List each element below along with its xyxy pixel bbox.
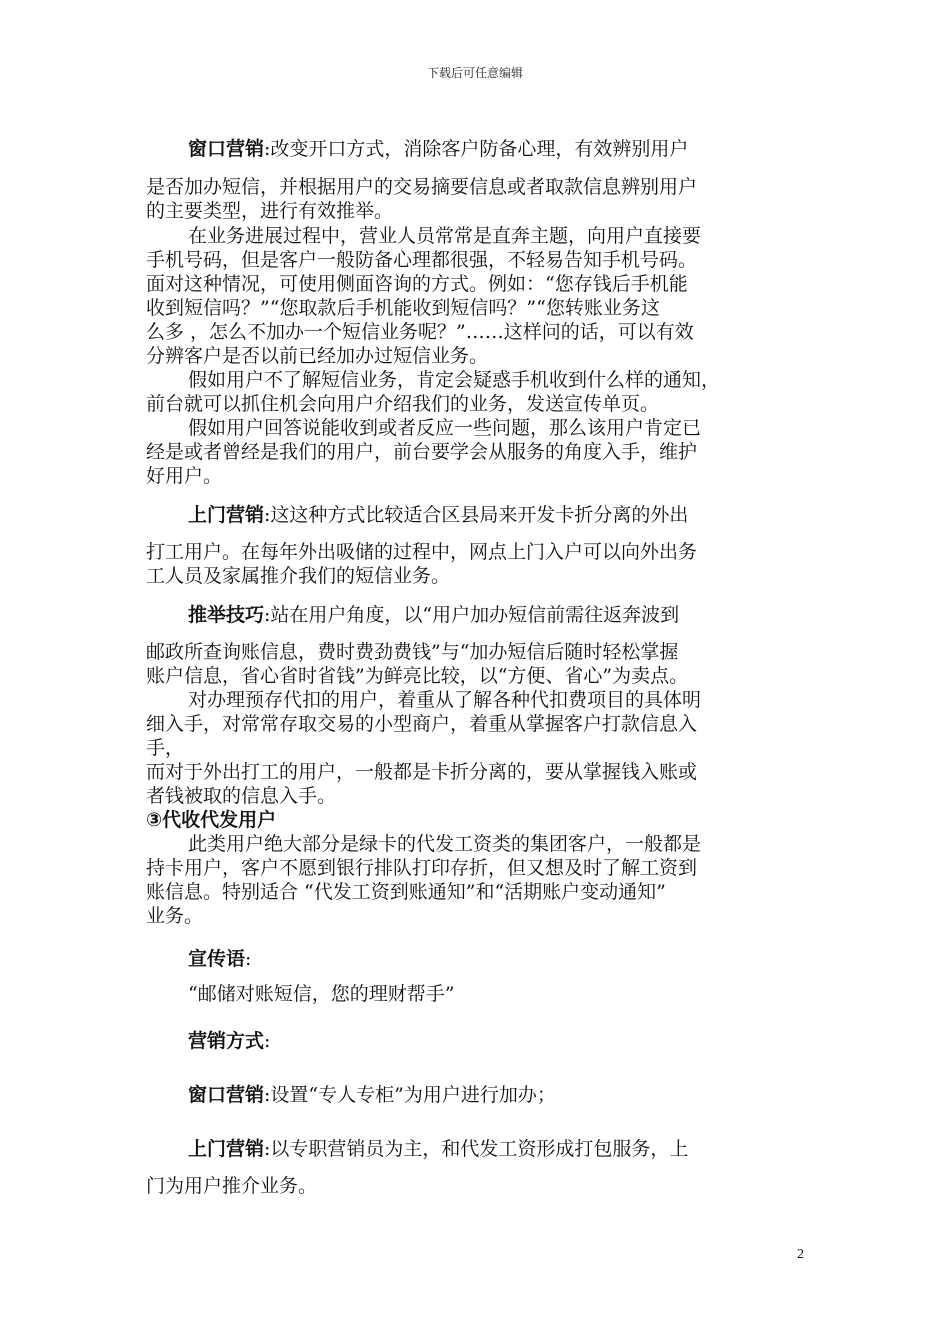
text-line: 站在用户角度，以“用户加办短信前需往返奔波到 xyxy=(270,604,680,626)
text-line: 工人员及家属推介我们的短信业务。 xyxy=(146,565,451,587)
window-marketing-line xyxy=(146,1082,810,1108)
page-number: 2 xyxy=(797,1247,804,1262)
text-line: 分辨客户是否以前已经加办过短信业务。 xyxy=(146,345,489,367)
text-line: 持卡用户，客户不愿到银行排队打印存折，但又想及时了解工资到 xyxy=(146,857,698,879)
text-line: 而对于外出打工的用户，一般都是卡折分离的，要从掌握钱入账或 xyxy=(146,761,698,783)
text-line: 在业务进展过程中，营业人员常常是直奔主题，向用户直接要 xyxy=(188,225,702,247)
text-line: 前台就可以抓住机会向用户介绍我们的业务，发送宣传单页。 xyxy=(146,393,660,415)
text-line: 设置“专人专柜”为用户进行加办； xyxy=(270,1084,556,1106)
text-line: 假如用户回答说能收到或者反应一些问题，那么该用户肯定已 xyxy=(188,417,702,439)
text-line: 改变开口方式，消除客户防备心理，有效辨别用户 xyxy=(270,138,689,160)
door-marketing-line xyxy=(146,502,810,528)
text-line: 以专职营销员为主，和代发工资形成打包服务，上 xyxy=(270,1138,689,1160)
text-line: 经是或者曾经是我们的用户，前台要学会从服务的角度入手，维护 xyxy=(146,441,698,463)
tips-line xyxy=(146,602,810,628)
section-label: 窗口营销 xyxy=(188,1084,265,1106)
label-colon: : xyxy=(264,138,271,160)
document-body xyxy=(146,136,810,1198)
text-line: 么多 ，怎么不加办一个短信业务呢？”……这样问的话，可以有效 xyxy=(146,321,694,343)
label-colon: : xyxy=(264,1084,271,1106)
label-colon: : xyxy=(264,1138,271,1160)
method-label-line xyxy=(146,1028,810,1054)
text-line: 账信息。特别适合 “代发工资到账通知”和“活期账户变动通知” xyxy=(146,881,666,903)
text-line: 假如用户不了解短信业务，肯定会疑惑手机收到什么样的通知， xyxy=(188,369,721,391)
section-label: 推举技巧 xyxy=(188,604,265,626)
slogan-text: “邮储对账短信，您的理财帮手” xyxy=(188,983,455,1005)
text-line: 面对这种情况，可使用侧面咨询的方式。例如：“您存钱后手机能 xyxy=(146,273,688,295)
door-marketing-line xyxy=(146,1136,810,1162)
text-line: 好用户。 xyxy=(146,465,223,487)
label-colon: : xyxy=(245,948,252,970)
section-label: 上门营销 xyxy=(188,504,265,526)
text-line: 细入手，对常常存取交易的小型商户，着重从掌握客户打款信息入 xyxy=(146,713,698,735)
text-line: 这这种方式比较适合区县局来开发卡折分离的外出 xyxy=(270,504,689,526)
text-line: 收到短信吗？”“您取款后手机能收到短信吗？”“您转账业务这 xyxy=(146,297,660,319)
text-line: 的主要类型，进行有效推举。 xyxy=(146,200,394,222)
slogan-label-line xyxy=(146,946,810,972)
text-line: 邮政所查询账信息，费时费劲费钱”与“加办短信后随时轻松掌握 xyxy=(146,641,679,663)
text-line: 者钱被取的信息入手。 xyxy=(146,785,337,807)
text-line: 业务。 xyxy=(146,905,204,927)
text-line: 是否加办短信，并根据用户的交易摘要信息或者取款信息辨别用户 xyxy=(146,176,698,198)
text-line: 手机号码，但是客户一般防备心理都很强，不轻易告知手机号码。 xyxy=(146,249,698,271)
label-colon: : xyxy=(264,504,271,526)
section-label: 营销方式 xyxy=(188,1030,265,1052)
label-colon: : xyxy=(264,1030,271,1052)
text-line: 门为用户推介业务。 xyxy=(146,1175,318,1197)
section-label: 窗口营销 xyxy=(188,138,265,160)
text-line: 打工用户。在每年外出吸储的过程中，网点上门入户可以向外出务 xyxy=(146,541,698,563)
text-line: 对办理预存代扣的用户，着重从了解各种代扣费项目的具体明 xyxy=(188,689,702,711)
text-line: 账户信息，省心省时省钱”为鲜亮比较，以“方便、省心”为卖点。 xyxy=(146,665,689,687)
text-line: 此类用户绝大部分是绿卡的代发工资类的集团客户，一般都是 xyxy=(188,833,702,855)
section-label: 上门营销 xyxy=(188,1138,265,1160)
label-colon: : xyxy=(264,604,271,626)
window-marketing-line xyxy=(146,136,810,162)
page-header: 下载后可任意编辑 xyxy=(426,66,523,80)
section-heading: ③代收代发用户 xyxy=(146,809,277,831)
text-line: 手， xyxy=(146,737,185,759)
section-label: 宣传语 xyxy=(188,948,246,970)
